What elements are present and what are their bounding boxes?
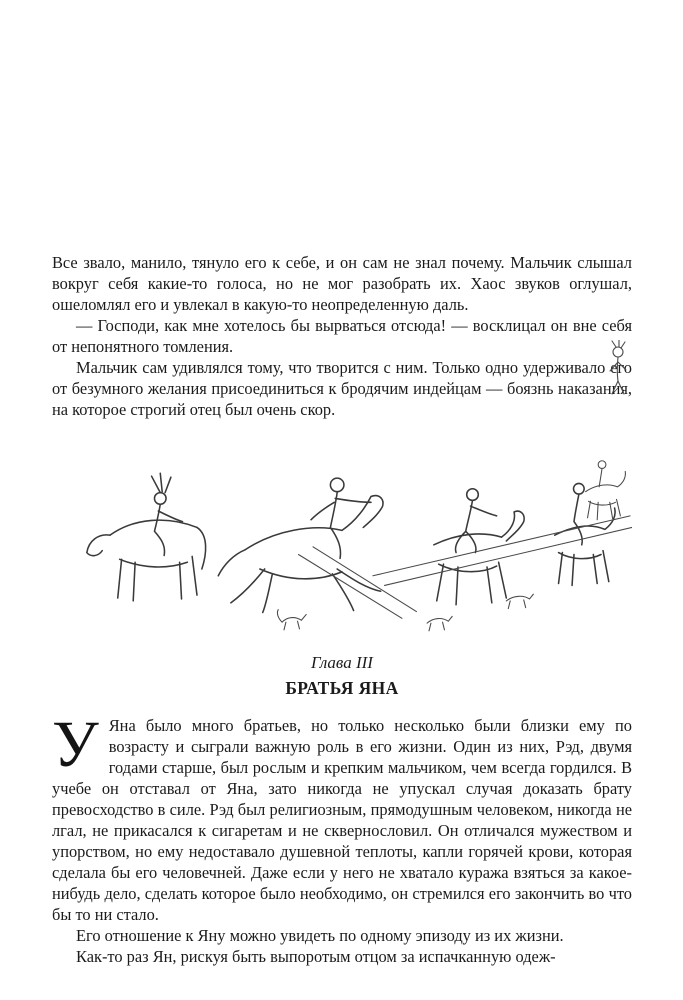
riders-sketch (52, 436, 632, 644)
dog-icon (277, 610, 306, 630)
small-rider-top-right (586, 461, 626, 520)
paragraph-cutoff: Как-то раз Ян, рискуя быть выпоротым отцом за испачканную одеж- (76, 947, 556, 966)
horse-and-rider-right (434, 489, 524, 605)
chapter-number: Глава III (311, 653, 373, 672)
chapter-heading (52, 652, 632, 699)
paragraph: Мальчик сам удивлялся тому, что творится с ним. Только одно удерживало его от безумного желания присоединиться к бродячим индейцам — боязнь наказания, на которое строгий отец был очень скор. (52, 358, 632, 419)
illustration-riders-scene (52, 436, 632, 644)
paragraph-dropcap (52, 708, 632, 925)
paragraph-continuation: Все звало, манило, тянуло его к себе, и он сам не знал почему. Мальчик слышал вокруг себя какие-то голоса, но не мог разобрать их. Хаос звуков оглушал, ошеломлял его и увлекал в какую-то неопределенную даль. (52, 253, 632, 314)
dog-icon (427, 594, 533, 631)
paragraph-text: Яна было много братьев, но только несколько были близки ему по возрасту и сыграли важную роль в его жизни. Один из них, Рэд, двумя годами старше, был рослым и крепким мальчиком, чем всегда гордился. В учебе он отставал от Яна, зато никогда не упускал случая доказать брату превосходство в силе. Рэд был религиозным, прямодушным человеком, никогда не лгал, не прикасался к сигаретам и не сквернословил. Он отличался мужеством и упорством, но ему недоставало душевной теплоты, капли горячей крови, которая сделала бы его человечней. Даже если у него не хватало куража взяться за какое-нибудь дело, сделать которое было необходимо, он стремился его закончить во что бы то ни стало. (52, 716, 632, 924)
paragraph-dialogue: — Господи, как мне хотелось бы вырваться отсюда! — восклицал он вне себя от непонятного томления. (52, 316, 632, 356)
drop-cap-letter: У (52, 708, 99, 781)
horse-and-rider-center (218, 478, 416, 618)
illustration-small-figure (604, 340, 634, 400)
paragraph: Его отношение к Яну можно увидеть по одному эпизоду из их жизни. (76, 926, 564, 945)
chapter-title: БРАТЬЯ ЯНА (285, 678, 399, 698)
horse-and-rider-left (87, 473, 206, 601)
text-column (52, 252, 632, 967)
standing-figure-sketch (604, 340, 634, 400)
horse-and-rider-far-right (373, 483, 632, 585)
